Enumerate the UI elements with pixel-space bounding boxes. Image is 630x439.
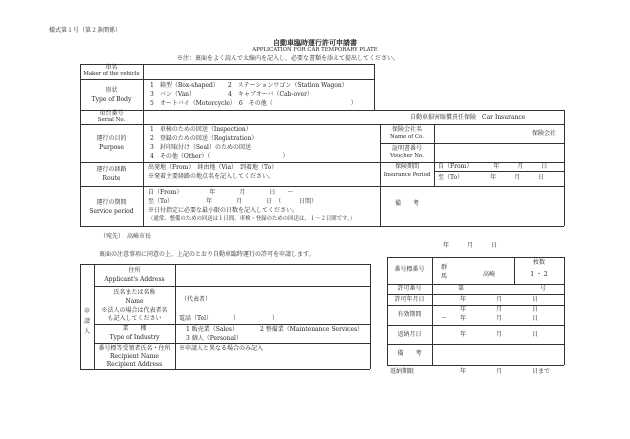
route-label: 運行の経路 (96, 166, 127, 173)
applicant-side-label: 申 (84, 308, 91, 315)
recipient-label: 番号標等受領者氏名・住所 (98, 345, 171, 352)
count-label: 枚数 (532, 259, 545, 266)
service-period-label-en: Service period (89, 208, 134, 215)
body-type-option-row[interactable]: 3 バン（Van） 4 キャブオーバ（Cab-over） (150, 91, 313, 98)
industry-option-personal[interactable]: 3 個人（Personal） (186, 335, 242, 342)
service-period-from[interactable]: 自（From） 年 月 日 ～ (148, 189, 294, 196)
serial-input[interactable] (147, 112, 367, 122)
industry-label-en: Type of Industry (109, 334, 160, 341)
plate-city: 高崎 (483, 271, 496, 278)
route-text: 出発地（From） 経由地（Via） 到着地（To） (148, 164, 278, 171)
office-remarks-label: 備 考 (397, 350, 422, 357)
permit-number-suffix: 号 (540, 285, 547, 292)
insurance-heading: 自動車損害賠償責任保険 Car Insurance (410, 114, 526, 121)
body-type-label-en: Type of Body (91, 96, 132, 103)
voucher-label: 証明書番号 (391, 145, 422, 152)
industry-option-maintenance[interactable]: 2 整備業（Maintenance Services） (260, 326, 364, 333)
name-label: 氏名または名称 (113, 289, 156, 296)
name-note: ※法人の場合は代表者名 (101, 307, 168, 314)
name-note: も記入してください (107, 315, 162, 322)
insurance-period-to[interactable]: 至（To） 年 月 日 (438, 174, 545, 181)
insurance-period-label-en: Insurance Period (383, 172, 431, 178)
deadline-value[interactable]: 年 月 日まで (460, 368, 551, 375)
recipient-label-en: Recipient Address (106, 361, 163, 368)
car-name-label-en: Maker of the vehicle (83, 71, 140, 77)
industry-label: 業 種 (122, 325, 147, 332)
body-type-label: 形状 (105, 87, 118, 94)
representative-label: （代表者） (181, 296, 212, 303)
form-subtitle: APPLICATION FOR CAR TEMPORARY PLATE (252, 47, 378, 53)
recipient-label-en: Recipient Name (110, 353, 159, 360)
remarks-label: 備 考 (394, 200, 419, 207)
return-date-label: 返納月日 (397, 331, 422, 338)
purpose-option[interactable]: 1 車検のための回送（Inspection） (150, 126, 252, 133)
applicant-side-label: 人 (84, 328, 91, 335)
deadline-label: 返納期限 (390, 368, 415, 375)
car-name-input[interactable] (147, 67, 367, 77)
plate-prefix: 馬 (441, 273, 448, 280)
application-date[interactable]: 年 月 日 (443, 242, 498, 249)
insurer-input[interactable] (438, 129, 528, 139)
declaration-text: 裏面の注意事項に同意の上、上記のとおり自動車臨時運行の許可を申請します。 (99, 251, 315, 258)
applicant-side-label: 請 (84, 318, 91, 325)
industry-option-sales[interactable]: 1 販売業（Sales） (186, 326, 238, 333)
applicant-name-input[interactable] (220, 294, 365, 304)
car-name-label: 車名 (105, 64, 118, 71)
insurer-label-en: Name of Co. (390, 134, 424, 140)
address-label-en: Applicant's Address (104, 276, 165, 283)
instruction-note: ※注：裏面をよく読んで太線内を記入し、必要な書類を添えて提出してください。 (177, 55, 400, 62)
purpose-option[interactable]: 4 その他（Other）（ ） (150, 153, 289, 160)
service-period-label: 運行の期間 (96, 199, 127, 206)
service-period-subnote: （通常、整備のための回送は１日間、車検・登録のための回送は、１～２日間です。） (148, 216, 356, 222)
purpose-label: 運行の目的 (96, 135, 127, 142)
purpose-option[interactable]: 3 封印取付け（Seal）のための回送 (150, 144, 251, 151)
count-value[interactable]: 1 ・ 2 (530, 271, 548, 278)
validity-tilde: ～ (441, 315, 448, 322)
serial-label: 車台番号 (99, 110, 124, 117)
plate-prefix: 群 (441, 264, 448, 271)
insurance-period-from[interactable]: 自（From） 年 月 日 (438, 163, 548, 170)
service-period-to[interactable]: 至（To） 年 月 日 （ 日間） (148, 198, 318, 205)
service-period-note: ※日付指定に必要な最小限の日数を記入してください。 (148, 207, 299, 214)
addressee: （宛先） 高崎市長 (100, 233, 152, 240)
plate-number-label: 番号標番号 (394, 266, 425, 273)
applicant-address-input[interactable] (179, 270, 364, 282)
insurer-suffix: 保険会社 (532, 130, 557, 137)
validity-to[interactable]: 年 月 日 (460, 315, 539, 322)
body-type-option-row[interactable]: 1 箱型（Box-shaped） 2 ステーションワゴン（Station Wagon） (150, 82, 348, 89)
route-label-en: Route (102, 175, 121, 182)
purpose-option[interactable]: 2 登録のための回送（Registration） (150, 135, 258, 142)
address-label: 住所 (128, 267, 141, 274)
insurance-period-label: 保険期間 (394, 163, 419, 170)
insurer-label: 保険会社名 (391, 126, 422, 133)
form-number: 様式第１号（第２条関係） (49, 27, 122, 34)
return-date-value[interactable]: 年 月 日 (460, 331, 539, 338)
form-title: 自動車臨時運行許可申請書 (273, 38, 357, 47)
permit-number-label: 許可番号 (397, 285, 422, 292)
phone-label[interactable]: 電話（Tel） （ ） (179, 315, 279, 322)
voucher-label-en: Voucher No. (390, 153, 424, 159)
name-label-en: Name (125, 298, 144, 305)
route-note: ※発着主要経路の地点名を記入してください。 (148, 173, 275, 180)
recipient-note: ※申請人と異なる場合のみ記入 (179, 345, 264, 352)
validity-label: 有効期間 (397, 311, 422, 318)
purpose-label-en: Purpose (99, 144, 124, 151)
voucher-input[interactable] (438, 148, 558, 158)
body-type-option-row[interactable]: 5 オートバイ（Motorcycle） 6 その他（ ） (150, 100, 357, 107)
permit-date-label: 許可年月日 (394, 296, 425, 303)
permit-date-value[interactable]: 年 月 日 (460, 296, 539, 303)
validity-from[interactable]: 年 月 日 (460, 306, 539, 313)
permit-number-prefix: 第 (458, 285, 465, 292)
serial-label-en: Serial No. (97, 117, 126, 123)
